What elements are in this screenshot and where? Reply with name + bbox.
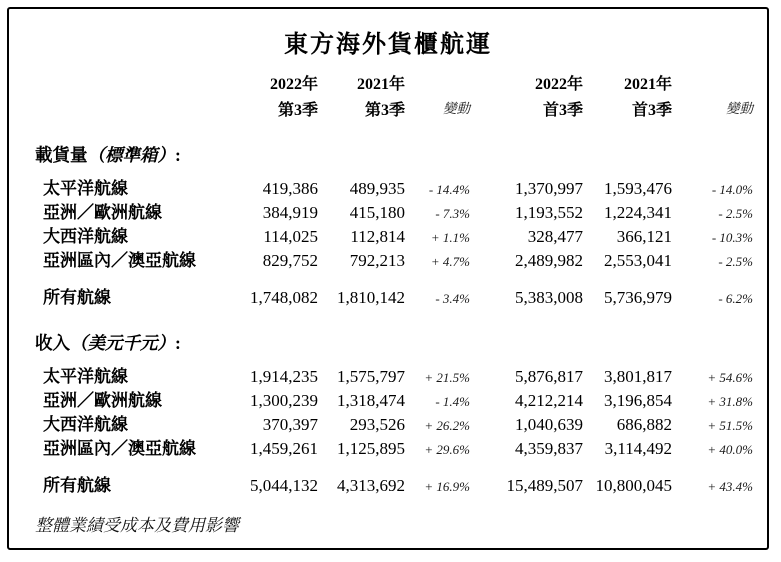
- q3-change-value: - 14.4%: [428, 181, 470, 197]
- ytd-2022-value: 4,359,837: [515, 439, 583, 459]
- route-label: 所有航線: [43, 476, 111, 496]
- header-ytd-2022-year: 2022年: [534, 76, 583, 94]
- table-row: [35, 411, 753, 435]
- ytd-2021-value: 1,224,341: [604, 203, 672, 223]
- ytd-change-value: - 2.5%: [718, 205, 753, 221]
- q3-2021-value: 112,814: [350, 227, 405, 247]
- table-row: [35, 223, 753, 247]
- q3-change-value: + 1.1%: [430, 229, 470, 245]
- route-label: 亞洲區內／澳亞航線: [43, 439, 196, 459]
- header-empty-cell: [35, 72, 245, 94]
- ytd-2022-value: 1,040,639: [515, 415, 583, 435]
- header-empty-cell: [405, 72, 470, 94]
- spacer: [35, 496, 753, 510]
- header-ytd-2021-year: 2021年: [623, 76, 672, 94]
- ytd-change-value: + 31.8%: [707, 393, 753, 409]
- total-row: [35, 284, 753, 308]
- spacer: [35, 308, 753, 328]
- route-label: 亞洲區內／澳亞航線: [43, 251, 196, 271]
- spacer: [35, 120, 753, 140]
- header-ytd-2022-period: 首3季: [542, 102, 583, 120]
- ytd-2021-value: 1,593,476: [604, 179, 672, 199]
- header-q3-2022-period: 第3季: [277, 102, 318, 120]
- q3-change-value: - 7.3%: [435, 205, 470, 221]
- spacer: [35, 459, 753, 472]
- q3-change-value: - 1.4%: [435, 393, 470, 409]
- q3-2021-value: 1,575,797: [337, 367, 405, 387]
- ytd-2021-value: 3,196,854: [604, 391, 672, 411]
- ytd-2022-value: 328,477: [527, 227, 583, 247]
- page-frame: [7, 7, 769, 550]
- section-heading-text: 載貨量: [35, 145, 88, 166]
- q3-2021-value: 1,318,474: [337, 391, 405, 411]
- route-label: 太平洋航線: [43, 179, 128, 199]
- ytd-change-value: - 14.0%: [711, 181, 753, 197]
- q3-2021-value: 1,810,142: [337, 288, 405, 308]
- ytd-2021-value: 10,800,045: [595, 476, 672, 496]
- route-label: 亞洲／歐洲航線: [43, 203, 162, 223]
- ytd-2022-value: 4,212,214: [515, 391, 583, 411]
- q3-2022-value: 419,386: [262, 179, 318, 199]
- ytd-change-value: + 40.0%: [707, 441, 753, 457]
- spacer: [35, 354, 753, 363]
- ytd-2022-value: 1,370,997: [515, 179, 583, 199]
- ytd-change-value: + 54.6%: [707, 369, 753, 385]
- route-label: 大西洋航線: [43, 415, 128, 435]
- q3-2021-value: 415,180: [349, 203, 405, 223]
- section-heading-colon: :: [175, 333, 181, 354]
- ytd-2022-value: 15,489,507: [506, 476, 583, 496]
- route-label: 大西洋航線: [43, 227, 128, 247]
- section-heading-unit: （美元千元）: [70, 333, 175, 354]
- footnote-text: 整體業績受成本及費用影響: [35, 516, 239, 536]
- q3-change-value: - 3.4%: [435, 290, 470, 306]
- ytd-2022-value: 5,876,817: [515, 367, 583, 387]
- table-row: [35, 387, 753, 411]
- spacer: [35, 166, 753, 175]
- table-row: [35, 247, 753, 271]
- q3-change-value: + 26.2%: [424, 417, 470, 433]
- ytd-change-value: - 6.2%: [718, 290, 753, 306]
- ytd-2021-value: 686,882: [616, 415, 672, 435]
- route-label: 太平洋航線: [43, 367, 128, 387]
- q3-2022-value: 114,025: [263, 227, 318, 247]
- footnote-row: [35, 510, 753, 536]
- header-empty-cell: [672, 72, 753, 94]
- q3-2021-value: 792,213: [349, 251, 405, 271]
- table-row: [35, 175, 753, 199]
- q3-change-value: + 21.5%: [424, 369, 470, 385]
- ytd-change-value: - 10.3%: [711, 229, 753, 245]
- q3-2022-value: 5,044,132: [250, 476, 318, 496]
- table-row: [35, 435, 753, 459]
- header-quarter-change: 變動: [443, 101, 470, 117]
- header-q3-2021-year: 2021年: [356, 76, 405, 94]
- header-row-periods: [35, 94, 753, 120]
- section-heading-text: 收入: [35, 333, 70, 354]
- route-label: 亞洲／歐洲航線: [43, 391, 162, 411]
- q3-change-value: + 16.9%: [424, 478, 470, 494]
- header-ytd-change: 變動: [726, 101, 753, 117]
- route-label: 所有航線: [43, 288, 111, 308]
- q3-2022-value: 1,914,235: [250, 367, 318, 387]
- q3-2021-value: 489,935: [349, 179, 405, 199]
- q3-2021-value: 293,526: [349, 415, 405, 435]
- header-ytd-2021-period: 首3季: [631, 102, 672, 120]
- header-row-years: [35, 72, 753, 94]
- table-row: [35, 363, 753, 387]
- header-q3-2022-year: 2022年: [269, 76, 318, 94]
- section-heading-unit: （標準箱）: [87, 145, 175, 166]
- section-heading-volume: [35, 140, 753, 166]
- q3-change-value: + 4.7%: [430, 253, 470, 269]
- q3-2022-value: 384,919: [262, 203, 318, 223]
- q3-2021-value: 1,125,895: [337, 439, 405, 459]
- q3-2022-value: 829,752: [262, 251, 318, 271]
- ytd-2021-value: 366,121: [616, 227, 672, 247]
- spacer: [35, 271, 753, 284]
- header-q3-2021-period: 第3季: [364, 102, 405, 120]
- ytd-change-value: + 51.5%: [707, 417, 753, 433]
- ytd-change-value: + 43.4%: [707, 478, 753, 494]
- q3-2022-value: 1,300,239: [250, 391, 318, 411]
- ytd-2021-value: 2,553,041: [604, 251, 672, 271]
- ytd-2022-value: 1,193,552: [515, 203, 583, 223]
- ytd-2022-value: 5,383,008: [515, 288, 583, 308]
- results-table: [35, 72, 753, 536]
- ytd-2021-value: 3,114,492: [604, 439, 672, 459]
- header-empty-cell: [35, 94, 245, 120]
- q3-change-value: + 29.6%: [424, 441, 470, 457]
- q3-2022-value: 370,397: [262, 415, 318, 435]
- section-heading-revenue: [35, 328, 753, 354]
- total-row: [35, 472, 753, 496]
- ytd-2021-value: 3,801,817: [604, 367, 672, 387]
- ytd-2021-value: 5,736,979: [604, 288, 672, 308]
- section-heading-colon: :: [175, 145, 181, 166]
- table-row: [35, 199, 753, 223]
- q3-2022-value: 1,748,082: [250, 288, 318, 308]
- ytd-change-value: - 2.5%: [718, 253, 753, 269]
- ytd-2022-value: 2,489,982: [515, 251, 583, 271]
- q3-2021-value: 4,313,692: [337, 476, 405, 496]
- page-title: 東方海外貨櫃航運: [284, 32, 492, 58]
- q3-2022-value: 1,459,261: [250, 439, 318, 459]
